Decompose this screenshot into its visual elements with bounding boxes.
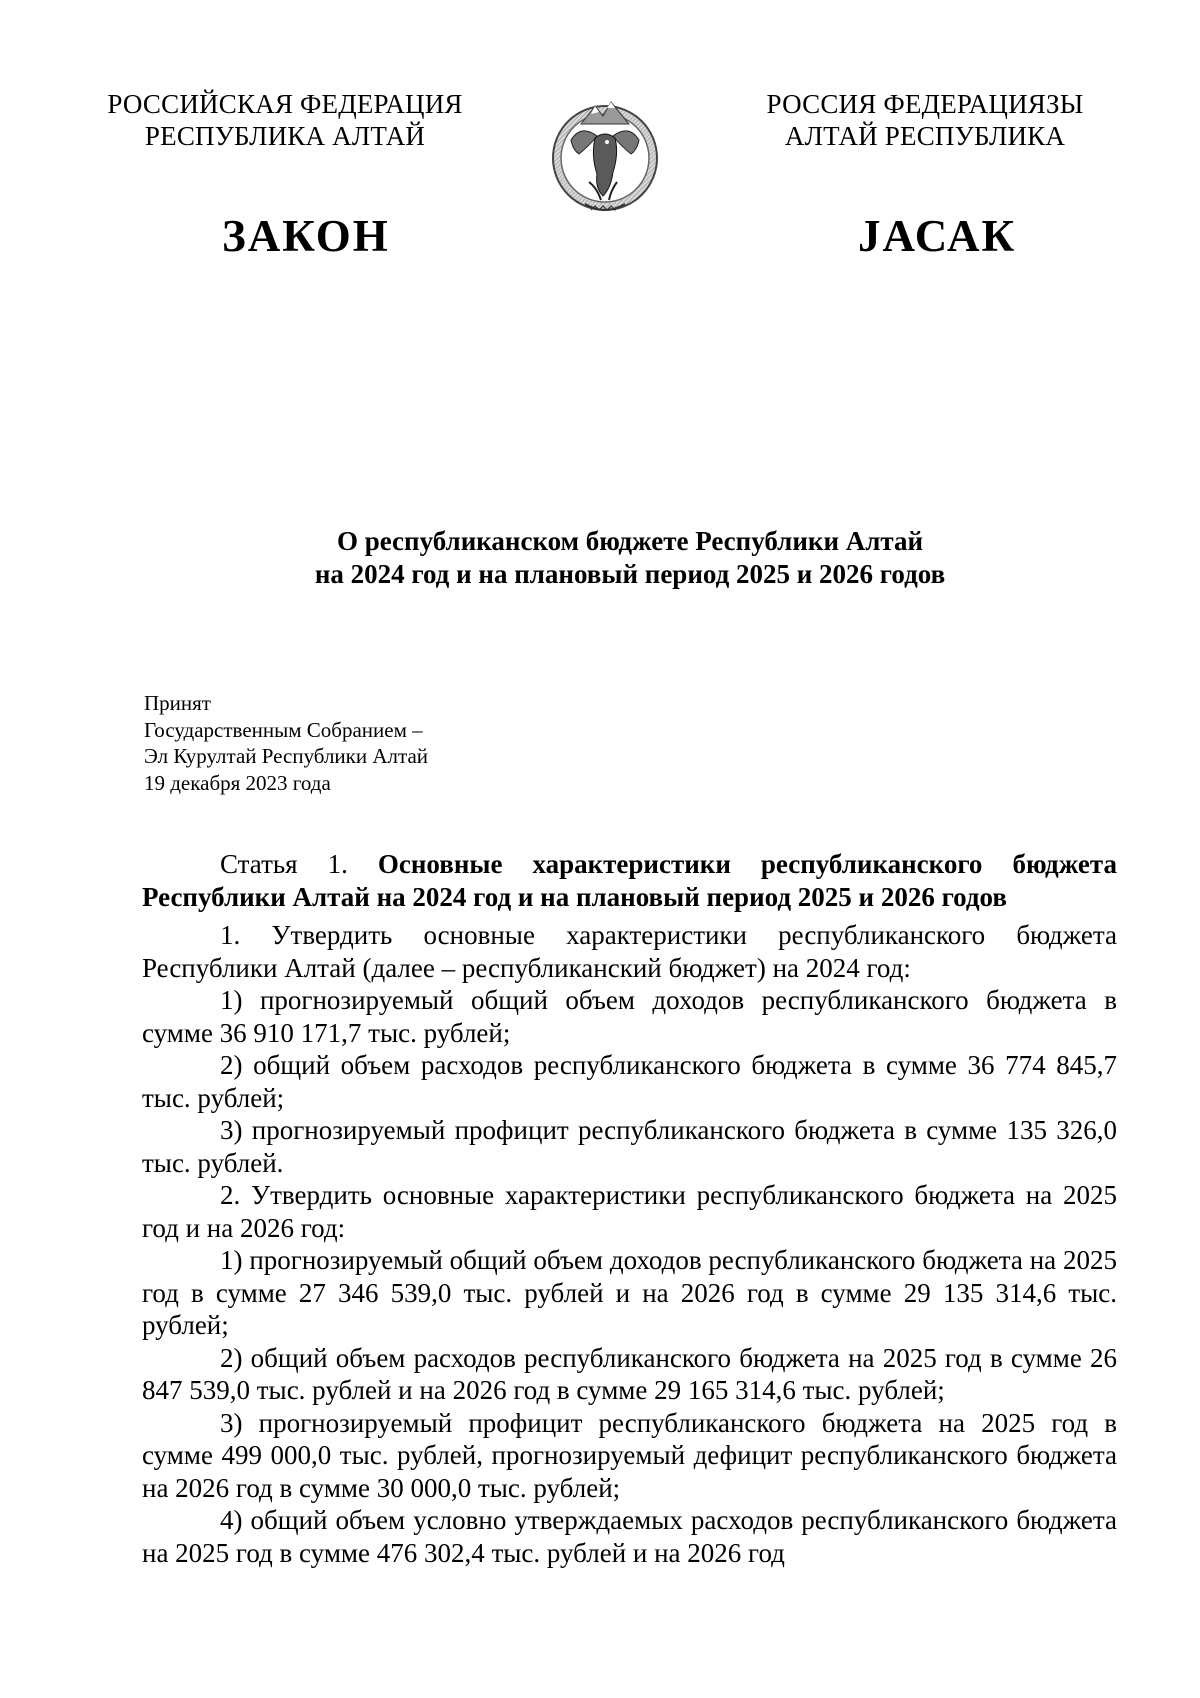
- title-line-1: О республиканском бюджете Республики Алтай: [336, 526, 924, 556]
- header-right: [760, 88, 1090, 152]
- adoption-block: [144, 690, 428, 796]
- document-title: [140, 525, 1120, 591]
- article-title: Основные характеристики республиканского бюджета Республики Алтай на 2024 год и на плановый период 2025 и 2026 годов: [142, 849, 1117, 912]
- paragraph: 1) прогнозируемый общий объем доходов республиканского бюджета в сумме 36 910 171,7 тыс. рублей;: [142, 985, 1117, 1048]
- title-line-2: на 2024 год и на плановый период 2025 и 2026 годов: [314, 559, 946, 589]
- header-right-republic: АЛТАЙ РЕСПУБЛИКА: [784, 121, 1066, 151]
- header-right-country: РОССИЯ ФЕДЕРАЦИЯЗЫ: [766, 89, 1084, 119]
- paragraph: 4) общий объем условно утверждаемых расходов республиканского бюджета на 2025 год в сумме 476 302,4 тыс. рублей и на 2026 год: [142, 1505, 1117, 1568]
- adopted-line-1: Принят: [144, 691, 211, 715]
- document-body: [142, 848, 1117, 1569]
- header-left: [95, 88, 475, 152]
- paragraph: 2) общий объем расходов республиканского бюджета на 2025 год в сумме 26 847 539,0 тыс. рублей и на 2026 год в сумме 29 165 314,6 тыс. рублей;: [142, 1342, 1117, 1405]
- article-label: Статья 1.: [220, 849, 348, 879]
- adopted-line-2: Государственным Собранием –: [144, 717, 423, 742]
- article-1-heading: [142, 848, 1117, 913]
- paragraph: 1) прогнозируемый общий объем доходов республиканского бюджета на 2025 год в сумме 27 346 539,0 тыс. рублей и на 2026 год в сумме 29 135 314,6 тыс. рублей;: [142, 1245, 1117, 1340]
- paragraph: 3) прогнозируемый профицит республиканского бюджета в сумме 135 326,0 тыс. рублей.: [142, 1115, 1117, 1178]
- paragraph: 2) общий объем расходов республиканского бюджета в сумме 36 774 845,7 тыс. рублей;: [142, 1050, 1117, 1113]
- law-title-altai: JАСАК: [858, 211, 1017, 261]
- header-left-republic: РЕСПУБЛИКА АЛТАЙ: [144, 121, 426, 151]
- coat-of-arms-icon: [551, 84, 659, 232]
- paragraph: 1. Утвердить основные характеристики республиканского бюджета Республики Алтай (далее – республиканский бюджет) на 2024 год:: [142, 920, 1117, 983]
- adopted-date: 19 декабря 2023 года: [144, 770, 331, 795]
- header-left-country: РОССИЙСКАЯ ФЕДЕРАЦИЯ: [107, 89, 463, 119]
- paragraph: 2. Утвердить основные характеристики республиканского бюджета на 2025 год и на 2026 год:: [142, 1180, 1117, 1243]
- paragraph: 3) прогнозируемый профицит республиканского бюджета на 2025 год в сумме 499 000,0 тыс. рублей, прогнозируемый дефицит республиканского бюджета на 2026 год в сумме 30 000,0 тыс. рублей;: [142, 1407, 1117, 1503]
- adopted-line-3: Эл Курултай Республики Алтай: [144, 744, 429, 768]
- law-title-russian: ЗАКОН: [222, 211, 390, 261]
